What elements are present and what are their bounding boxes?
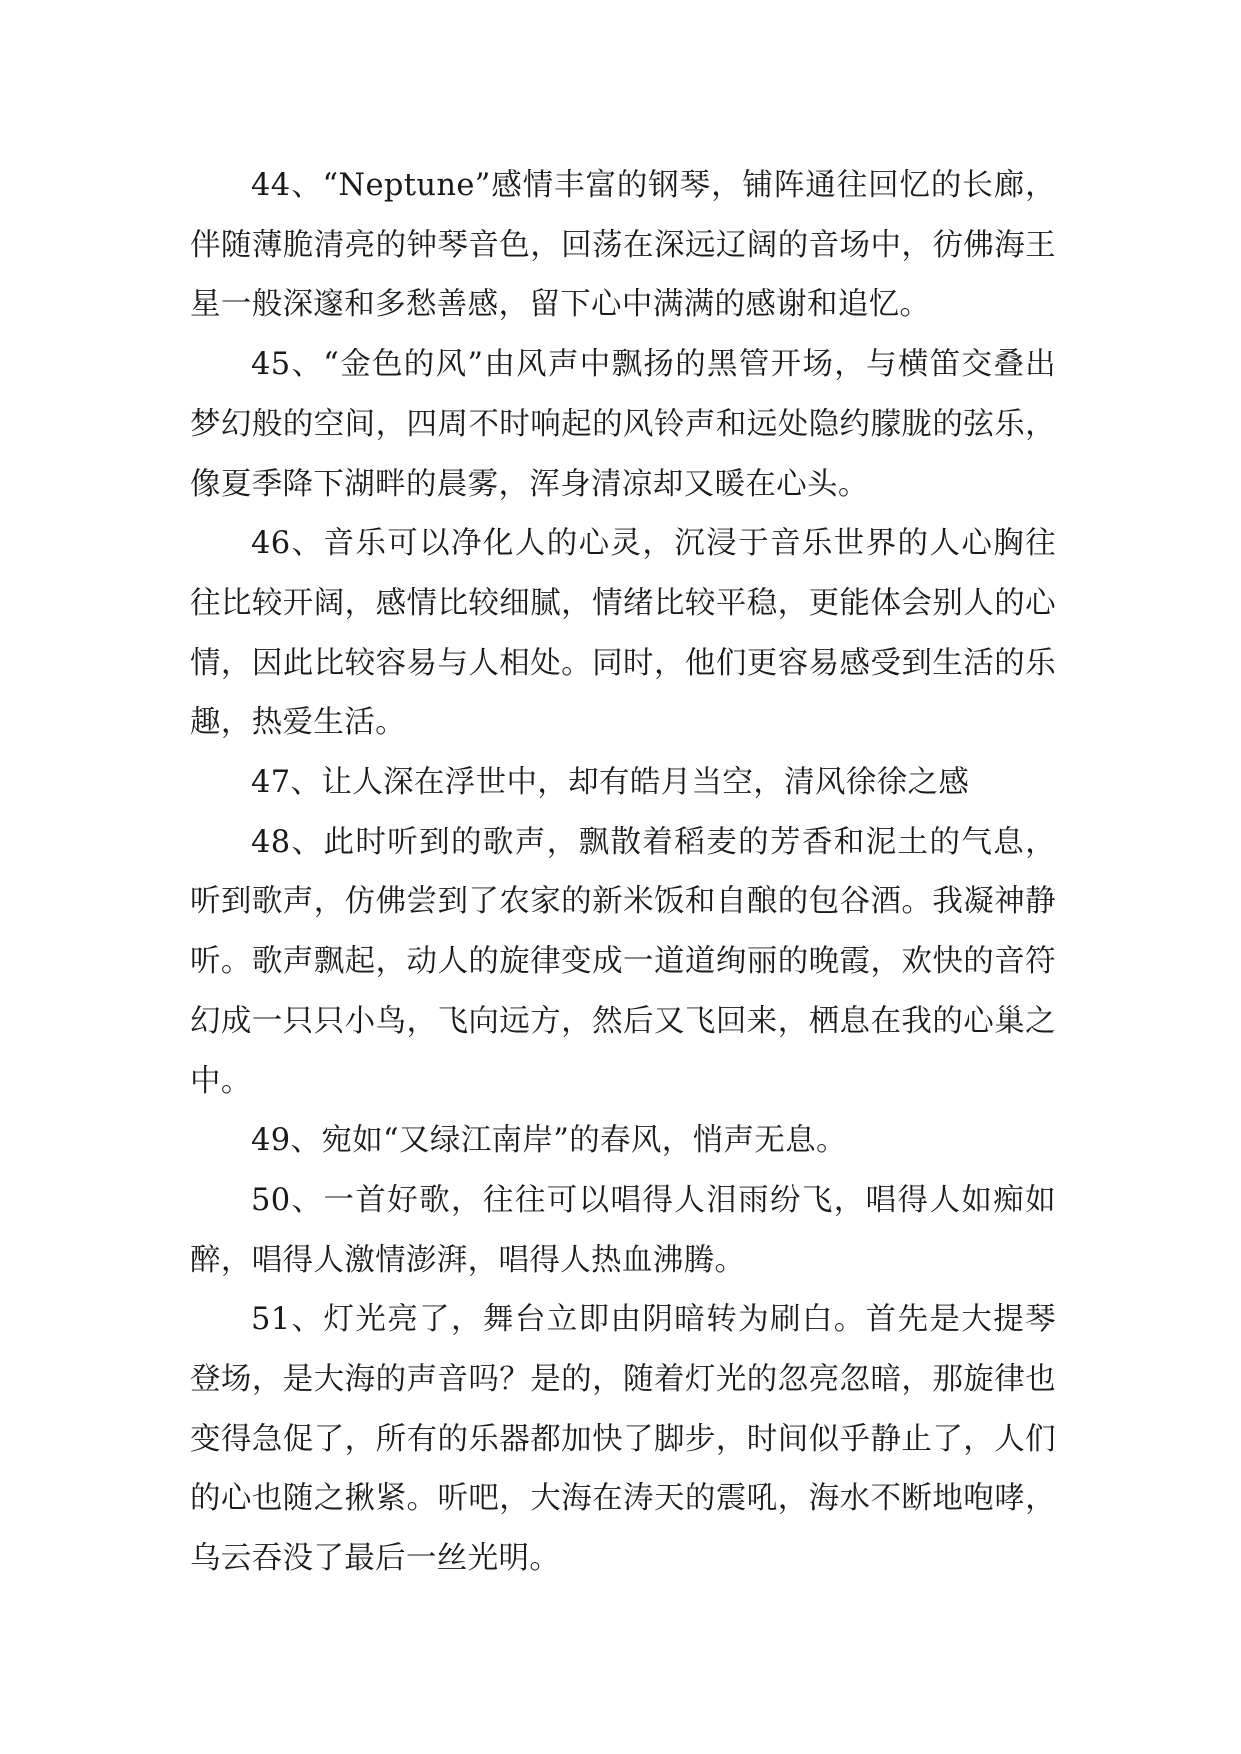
paragraph-45: 45、“金色的风”由风声中飘扬的黑管开场，与横笛交叠出梦幻般的空间，四周不时响起的风铃声和远处隐约朦胧的弦乐，像夏季降下湖畔的晨雾，浑身清凉却又暖在心头。 bbox=[190, 347, 1056, 502]
paragraph-48: 48、此时听到的歌声，飘散着稻麦的芳香和泥土的气息，听到歌声，仿佛尝到了农家的新米饭和自酿的包谷酒。我凝神静听。歌声飘起，动人的旋律变成一道道绚丽的晚霞，欢快的音符幻成一只只小鸟，飞向远方，然后又飞回来，栖息在我的心巢之中。 bbox=[190, 824, 1056, 1099]
paragraph-50: 50、一首好歌，往往可以唱得人泪雨纷飞，唱得人如痴如醉，唱得人激情澎湃，唱得人热血沸腾。 bbox=[190, 1182, 1056, 1278]
paragraph-44: 44、“Neptune”感情丰富的钢琴，铺阵通往回忆的长廊，伴随薄脆清亮的钟琴音色，回荡在深远辽阔的音场中，彷佛海王星一般深邃和多愁善感，留下心中满满的感谢和追忆。 bbox=[190, 168, 1056, 323]
document-body bbox=[190, 156, 1056, 1589]
paragraph-47: 47、让人深在浮世中，却有皓月当空，清风徐徐之感 bbox=[251, 765, 970, 801]
paragraph-46: 46、音乐可以净化人的心灵，沉浸于音乐世界的人心胸往往比较开阔，感情比较细腻，情绪比较平稳，更能体会别人的心情，因此比较容易与人相处。同时，他们更容易感受到生活的乐趣，热爱生活。 bbox=[190, 526, 1056, 741]
paragraph-49: 49、宛如“又绿江南岸”的春风，悄声无息。 bbox=[251, 1123, 847, 1159]
paragraph-51: 51、灯光亮了，舞台立即由阴暗转为刷白。首先是大提琴登场，是大海的声音吗？是的，随着灯光的忽亮忽暗，那旋律也变得急促了，所有的乐器都加快了脚步，时间似乎静止了，人们的心也随之揪紧。听吧，大海在涛天的震吼，海水不断地咆哮，乌云吞没了最后一丝光明。 bbox=[190, 1302, 1056, 1577]
